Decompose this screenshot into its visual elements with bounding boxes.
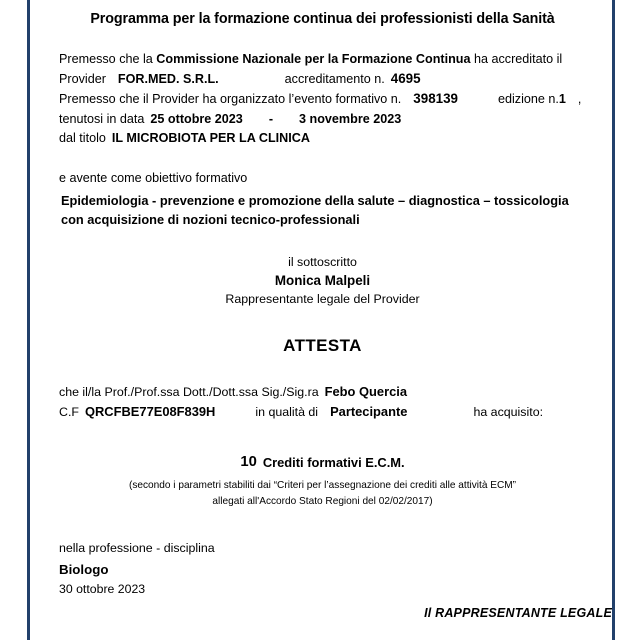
event-date-separator: -: [268, 111, 274, 126]
recipient-block: [30, 382, 615, 423]
preamble-block: [30, 50, 615, 148]
credits-label: Crediti formativi E.C.M.: [262, 454, 405, 470]
objective-intro: e avente come obiettivo formativo: [59, 171, 248, 186]
certificate-sheet: [30, 0, 615, 640]
objective-line-2: con acquisizione di nozioni tecnico-professionali: [61, 211, 360, 227]
signatory-role: Rappresentante legale del Provider: [225, 292, 420, 307]
fineprint-line-1: (secondo i parametri stabiliti dai “Criteri per l’assegnazione dei crediti alle attività ECM”: [128, 479, 517, 491]
profession-block: [30, 538, 615, 580]
signature-label: Il RAPPRESENTANTE LEGALE: [424, 606, 612, 620]
edition-comma: ,: [577, 92, 582, 107]
provider-name: FOR.MED. S.R.L.: [117, 72, 219, 87]
profession-discipline: Biologo: [59, 561, 109, 577]
credits-line: [30, 454, 615, 472]
event-title: IL MICROBIOTA PER LA CLINICA: [111, 130, 310, 145]
preamble-provider-line: [59, 69, 615, 89]
preamble-line1-prefix: Premesso che la: [59, 52, 157, 66]
role-label: in qualità di: [255, 405, 319, 420]
preamble-line1-suffix: ha accreditato il: [470, 52, 563, 66]
objective-line-1: Epidemiologia - prevenzione e promozione della salute – diagnostica – tossicologia: [61, 193, 569, 209]
role-value: Partecipante: [330, 404, 408, 420]
event-intro: Premesso che il Provider ha organizzato l’evento formativo n.: [59, 92, 402, 107]
fiscal-code-label: C.F: [59, 405, 79, 420]
event-date-start: 25 ottobre 2023: [150, 111, 243, 126]
signatory-intro: il sottoscritto: [288, 255, 357, 270]
held-label: tenutosi in data: [59, 111, 145, 126]
edition-number: 1: [558, 92, 566, 107]
recipient-name-line: [59, 382, 615, 403]
fineprint-line-2: allegati all'Accordo Stato Regioni del 02/02/2017): [212, 496, 433, 508]
recipient-name: Febo Quercia: [324, 383, 408, 399]
credits-count: 10: [240, 453, 257, 470]
event-number: 398139: [413, 91, 458, 107]
provider-label: Provider: [59, 72, 106, 87]
commission-name: Commissione Nazionale per la Formazione Continua: [156, 52, 471, 66]
credits-fineprint: [30, 478, 615, 511]
preamble-commission-line: [59, 50, 615, 69]
profession-label: nella professione - disciplina: [59, 540, 215, 555]
recipient-prefix: che il/la Prof./Prof.ssa Dott./Dott.ssa Sig./Sig.ra: [59, 384, 319, 399]
signatory-block: [30, 253, 615, 309]
accreditation-number: 4695: [390, 71, 421, 87]
edition-label: edizione n.: [497, 92, 559, 107]
page-title: Programma per la formazione continua dei professionisti della Sanità: [90, 11, 555, 27]
objective-block: [30, 192, 615, 229]
recipient-fiscal-line: [59, 402, 615, 423]
attesta-heading: ATTESTA: [283, 335, 362, 355]
preamble-dates-line: [59, 110, 615, 129]
fiscal-code-value: QRCFBE77E08F839H: [84, 404, 216, 420]
signatory-name: Monica Malpeli: [274, 272, 371, 288]
accreditation-label: accreditamento n.: [284, 72, 385, 87]
acquired-label: ha acquisito:: [473, 405, 544, 420]
event-date-end: 3 novembre 2023: [299, 111, 402, 126]
issue-date: 30 ottobre 2023: [59, 582, 146, 596]
event-title-label: dal titolo: [59, 130, 106, 145]
preamble-title-line: [59, 129, 615, 148]
preamble-event-line: [59, 89, 615, 109]
